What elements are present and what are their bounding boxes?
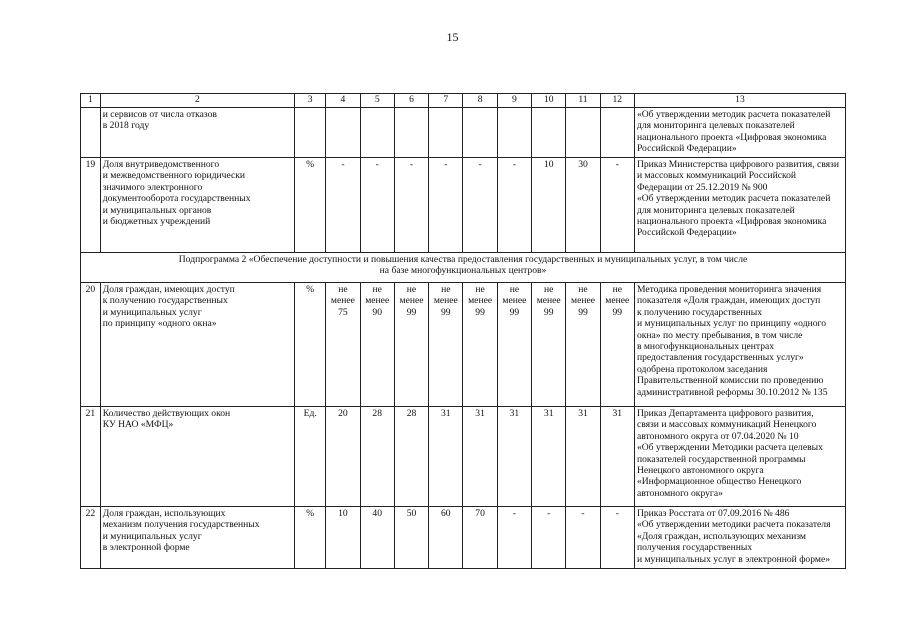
header-cell: 5	[360, 94, 394, 108]
value-cell: -	[394, 158, 428, 253]
value-cell: -	[360, 158, 394, 253]
table-row-20	[81, 283, 846, 407]
value-cell: -	[429, 158, 463, 253]
value-cell: не менее 99	[497, 283, 531, 407]
header-cell: 9	[497, 94, 531, 108]
subprogram-row	[81, 253, 846, 283]
value-cell: не менее 99	[532, 283, 566, 407]
value-cell	[326, 108, 360, 158]
table-row-22	[81, 507, 846, 569]
value-cell: -	[463, 158, 497, 253]
value-cell: 70	[463, 507, 497, 569]
value-cell	[497, 108, 531, 158]
row-number: 21	[81, 407, 101, 507]
value-cell	[532, 108, 566, 158]
value-cell	[360, 108, 394, 158]
value-cell	[600, 108, 634, 158]
indicator-name: Доля граждан, имеющих доступ к получению государственных и муниципальных услуг по принципу «одного окна»	[100, 283, 294, 407]
value-cell	[566, 108, 600, 158]
unit-cell	[295, 108, 326, 158]
value-cell: 10	[532, 158, 566, 253]
value-cell: 31	[463, 407, 497, 507]
value-cell: не менее 99	[394, 283, 428, 407]
value-cell: 31	[532, 407, 566, 507]
header-cell: 1	[81, 94, 101, 108]
legal-basis: Методика проведения мониторинга значения показателя «Доля граждан, имеющих доступ к получению государственных и муниципальных услуг по принципу «одного окна» по месту пребывания, в том числе в многофункциональных центрах предоставления государственных услуг» одобрена протоколом заседания Правительственной комиссии по проведению административной реформы 30.10.2012 № 135	[634, 283, 845, 407]
value-cell: не менее 90	[360, 283, 394, 407]
value-cell: не менее 99	[429, 283, 463, 407]
header-cell: 12	[600, 94, 634, 108]
unit-cell: %	[295, 283, 326, 407]
indicators-table	[80, 93, 846, 569]
value-cell: -	[600, 507, 634, 569]
value-cell: 28	[360, 407, 394, 507]
value-cell: 31	[497, 407, 531, 507]
value-cell: -	[600, 158, 634, 253]
value-cell	[394, 108, 428, 158]
unit-cell: %	[295, 158, 326, 253]
header-cell: 3	[295, 94, 326, 108]
header-cell: 7	[429, 94, 463, 108]
value-cell: -	[497, 507, 531, 569]
header-cell: 8	[463, 94, 497, 108]
value-cell: не менее 99	[566, 283, 600, 407]
value-cell: -	[497, 158, 531, 253]
table-row-continuation	[81, 108, 846, 158]
unit-cell: %	[295, 507, 326, 569]
header-cell: 10	[532, 94, 566, 108]
value-cell: -	[566, 507, 600, 569]
indicator-name: Количество действующих окон КУ НАО «МФЦ»	[100, 407, 294, 507]
value-cell: 30	[566, 158, 600, 253]
value-cell: 31	[429, 407, 463, 507]
row-number: 19	[81, 158, 101, 253]
value-cell	[463, 108, 497, 158]
header-cell: 2	[100, 94, 294, 108]
indicator-name: Доля внутриведомственного и межведомственного юридически значимого электронного документооборота государственных и муниципальных органов и бюджетных учреждений	[100, 158, 294, 253]
row-number: 22	[81, 507, 101, 569]
value-cell: 31	[566, 407, 600, 507]
value-cell: 20	[326, 407, 360, 507]
value-cell: не менее 75	[326, 283, 360, 407]
value-cell: -	[326, 158, 360, 253]
indicator-name: Доля граждан, использующих механизм получения государственных и муниципальных услуг в электронной форме	[100, 507, 294, 569]
value-cell: не менее 99	[600, 283, 634, 407]
subprogram-title: Подпрограмма 2 «Обеспечение доступности и повышения качества предоставления государственных и муниципальных услуг, в том числе на базе многофункциональных центров»	[81, 253, 846, 283]
value-cell: 50	[394, 507, 428, 569]
table-row-19	[81, 158, 846, 253]
value-cell: не менее 99	[463, 283, 497, 407]
value-cell: 40	[360, 507, 394, 569]
header-cell: 11	[566, 94, 600, 108]
value-cell: 10	[326, 507, 360, 569]
indicator-name: и сервисов от числа отказов в 2018 году	[100, 108, 294, 158]
header-cell: 6	[394, 94, 428, 108]
row-number	[81, 108, 101, 158]
table-row-21	[81, 407, 846, 507]
legal-basis: Приказ Департамента цифрового развития, связи и массовых коммуникаций Ненецкого автономного округа от 07.04.2020 № 10 «Об утверждении Методики расчета целевых показателей государственной программы Ненецкого автономного округа «Информационное общество Ненецкого автономного округа»	[634, 407, 845, 507]
value-cell: 60	[429, 507, 463, 569]
value-cell: 28	[394, 407, 428, 507]
legal-basis: «Об утверждении методик расчета показателей для мониторинга целевых показателей национального проекта «Цифровая экономика Российской Федерации»	[634, 108, 845, 158]
header-row	[81, 94, 846, 108]
page-number: 15	[446, 30, 459, 44]
row-number: 20	[81, 283, 101, 407]
unit-cell: Ед.	[295, 407, 326, 507]
legal-basis: Приказ Росстата от 07.09.2016 № 486 «Об утверждении методики расчета показателя «Доля граждан, использующих механизм получения государственных и муниципальных услуг в электронной форме»	[634, 507, 845, 569]
value-cell	[429, 108, 463, 158]
value-cell: -	[532, 507, 566, 569]
header-cell: 13	[634, 94, 845, 108]
header-cell: 4	[326, 94, 360, 108]
legal-basis: Приказ Министерства цифрового развития, связи и массовых коммуникаций Российской Федерации от 25.12.2019 № 900 «Об утверждении методик расчета показателей для мониторинга целевых показателей национального проекта «Цифровая экономика Российской Федерации»	[634, 158, 845, 253]
value-cell: 31	[600, 407, 634, 507]
